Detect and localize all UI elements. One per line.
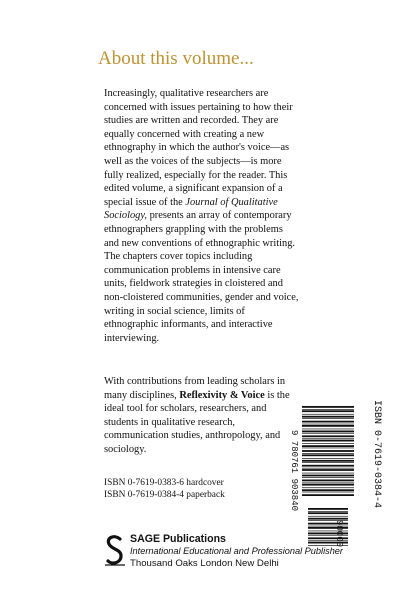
barcode-digits: 9 780761 903840 — [289, 430, 299, 512]
barcode-bar — [302, 425, 354, 427]
barcode-bar — [302, 487, 354, 488]
barcode-bar — [302, 450, 354, 452]
barcode-bar — [302, 445, 354, 447]
barcode-bar — [302, 477, 354, 478]
barcode-bar — [302, 448, 354, 449]
barcode-bar — [308, 512, 348, 514]
description-text-2: presents an array of contemporary ethnographers grappling with the problems and new conventions of ethnographic writing. The chapters cover topics including communication problems in intensive care units, fieldwork strategies in cloistered and non-cloistered communities, gender and voice, writing in social science, limits of ethnographic informants, and interactive interviewing. — [104, 210, 299, 344]
description-paragraph — [104, 87, 300, 345]
barcode-bar — [308, 508, 348, 510]
barcode-bar — [302, 484, 354, 486]
contributions-text-1: With contributions from leading scholars in many disciplines, — [104, 376, 286, 401]
barcode-bar — [302, 416, 354, 418]
contributions-text-2: is the ideal tool for scholars, researchers, and students in qualitative research, communication studies, anthropology, and sociology. — [104, 389, 290, 455]
publisher-block — [104, 533, 344, 583]
description-text-1: Increasingly, qualitative researchers are concerned with issues pertaining to how their studies are written and recorded. They are equally concerned with creating a new ethnography in which the author's voice—as well as the voices of the subjects—is more fully realized, especially for the reader. This edited volume, a significant expansion of a special issue of the — [104, 88, 293, 208]
journal-title: Journal of Qualitative Sociology, — [104, 196, 278, 222]
book-title: Reflexivity & Voice — [179, 389, 265, 401]
barcode-bar — [302, 409, 354, 410]
isbn-hardcover: ISBN 0-7619-0383-6 hardcover — [104, 478, 224, 488]
barcode-bar — [302, 429, 354, 430]
barcode-bar — [302, 469, 354, 471]
barcode-bar — [302, 433, 354, 434]
barcode-bar — [302, 421, 354, 423]
barcode-bar — [302, 468, 354, 469]
barcode-bar — [302, 492, 354, 493]
barcode-price-code: 90000 — [334, 520, 344, 548]
publisher-cities: Thousand Oaks London New Delhi — [130, 558, 279, 569]
publisher-tagline: International Educational and Professional Publisher — [130, 546, 343, 556]
barcode-bar — [302, 453, 354, 454]
barcode-bar — [302, 494, 354, 496]
barcode-isbn-label: ISBN 0-7619-0384-4 — [371, 400, 382, 509]
barcode-bar — [302, 460, 354, 462]
barcode-bar — [302, 458, 354, 459]
barcode-bar — [302, 406, 354, 408]
barcode-bar — [308, 516, 348, 517]
sage-logo-icon — [104, 535, 126, 569]
barcode-bar — [302, 431, 354, 433]
isbn-paperback: ISBN 0-7619-0384-4 paperback — [104, 490, 225, 501]
publisher-name: SAGE Publications — [130, 533, 226, 545]
ean-bars — [302, 406, 354, 496]
barcode-bar — [302, 424, 354, 425]
barcode-bar — [302, 454, 354, 456]
isbn-list — [104, 477, 225, 502]
barcode-bar — [302, 440, 354, 442]
barcode-bar — [302, 410, 354, 412]
barcode-bar — [302, 462, 354, 463]
barcode-bar — [302, 489, 354, 491]
barcode-bar — [302, 443, 354, 444]
barcode-bar — [302, 418, 354, 419]
barcode-bar — [308, 511, 348, 512]
barcode-bar — [302, 465, 354, 467]
barcode-bar — [302, 414, 354, 415]
barcode-bar — [302, 480, 354, 482]
barcode-bar — [302, 483, 354, 484]
heading: About this volume... — [98, 48, 254, 69]
barcode-bar — [302, 473, 354, 474]
contributions-paragraph — [104, 375, 300, 457]
barcode-bar — [302, 475, 354, 477]
barcode-bar — [302, 438, 354, 439]
barcode-bar — [302, 435, 354, 437]
